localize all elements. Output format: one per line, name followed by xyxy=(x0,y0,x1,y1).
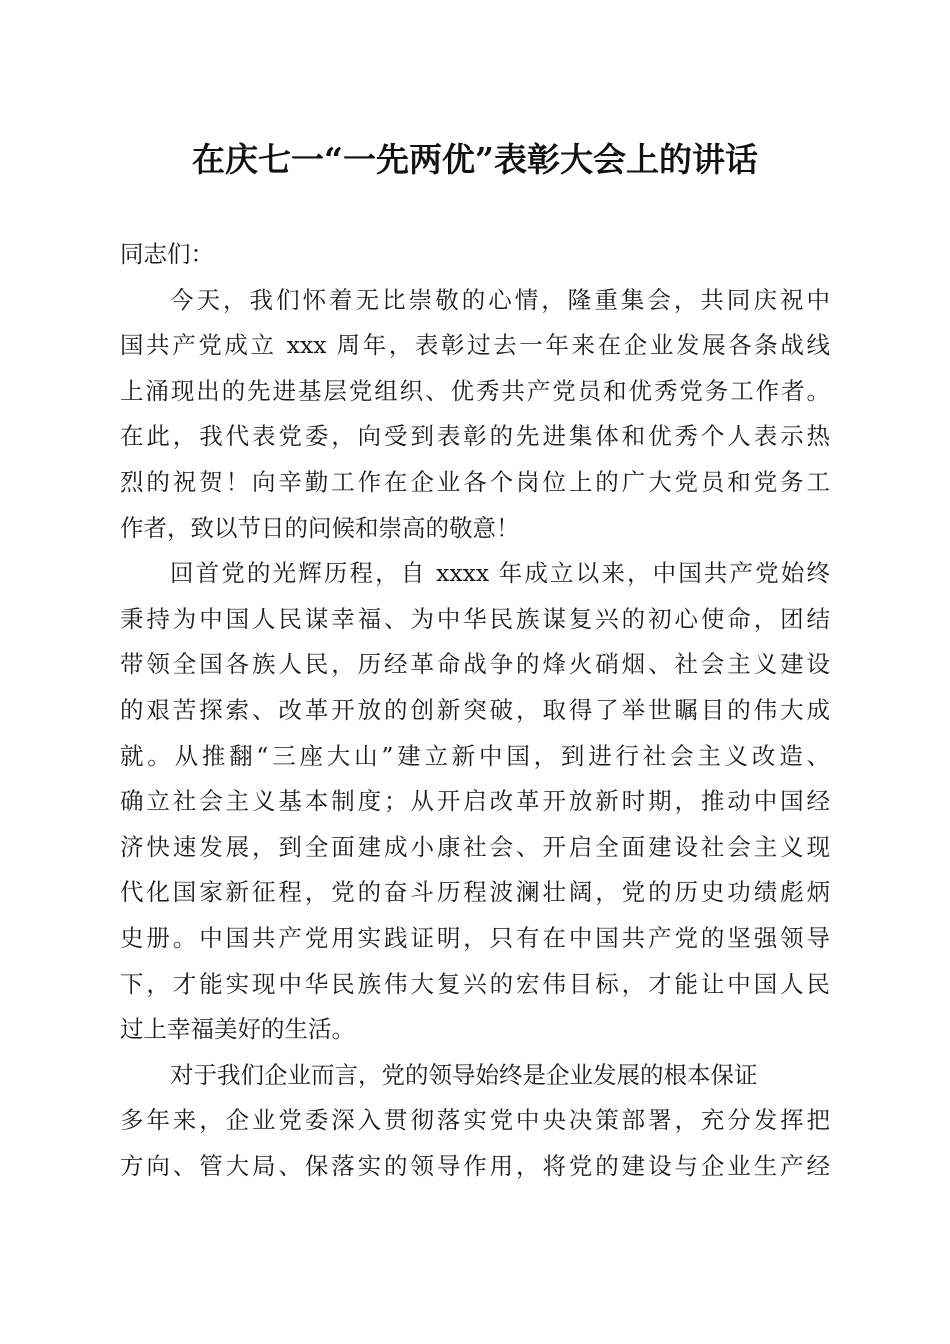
paragraph-line: 代化国家新征程，党的奋斗历程波澜壮阔，党的历史功绩彪炳 xyxy=(120,878,830,907)
paragraph-line: 的艰苦探索、改革开放的创新突破，取得了举世瞩目的伟大成 xyxy=(120,695,830,724)
paragraph-line: 烈的祝贺！向辛勤工作在企业各个岗位上的广大党员和党务工 xyxy=(120,467,830,496)
paragraph-line: 史册。中国共产党用实践证明，只有在中国共产党的坚强领导 xyxy=(120,923,830,952)
paragraph-line: 方向、管大局、保落实的领导作用，将党的建设与企业生产经 xyxy=(120,1151,830,1180)
paragraph-line: 多年来，企业党委深入贯彻落实党中央决策部署，充分发挥把 xyxy=(120,1106,830,1135)
paragraph-line: 下，才能实现中华民族伟大复兴的宏伟目标，才能让中国人民 xyxy=(120,969,830,998)
paragraph-line: 对于我们企业而言，党的领导始终是企业发展的根本保证 xyxy=(170,1060,758,1089)
paragraph-line: 就。从推翻“三座大山”建立新中国，到进行社会主义改造、 xyxy=(120,741,830,770)
paragraph-line: 今天，我们怀着无比崇敬的心情，隆重集会，共同庆祝中 xyxy=(170,285,830,314)
paragraph-line: 在此，我代表党委，向受到表彰的先进集体和优秀个人表示热 xyxy=(120,422,830,451)
paragraph-line: 确立社会主义基本制度；从开启改革开放新时期，推动中国经 xyxy=(120,787,830,816)
paragraph-2 xyxy=(120,551,830,1053)
paragraph-line: 上涌现出的先进基层党组织、优秀共产党员和优秀党务工作者。 xyxy=(120,376,830,405)
paragraph-line: 济快速发展，到全面建成小康社会、开启全面建设社会主义现 xyxy=(120,832,830,861)
paragraph-3 xyxy=(120,1053,830,1190)
document-body xyxy=(120,232,830,1189)
salutation: 同志们： xyxy=(120,240,214,268)
document-title: 在庆七一“一先两优”表彰大会上的讲话 xyxy=(192,140,758,179)
paragraph-line: 带领全国各族人民，历经革命战争的烽火硝烟、社会主义建设 xyxy=(120,650,830,679)
paragraph-line: 过上幸福美好的生活。 xyxy=(120,1015,355,1044)
paragraph-1 xyxy=(120,278,830,552)
paragraph-line: 国共产党成立 xxx 周年，表彰过去一年来在企业发展各条战线 xyxy=(120,331,830,360)
paragraph-line: 回首党的光辉历程，自 xxxx 年成立以来，中国共产党始终 xyxy=(170,559,830,588)
paragraph-line: 秉持为中国人民谋幸福、为中华民族谋复兴的初心使命，团结 xyxy=(120,604,830,633)
paragraph-line: 作者，致以节日的问候和崇高的敬意！ xyxy=(120,513,520,542)
